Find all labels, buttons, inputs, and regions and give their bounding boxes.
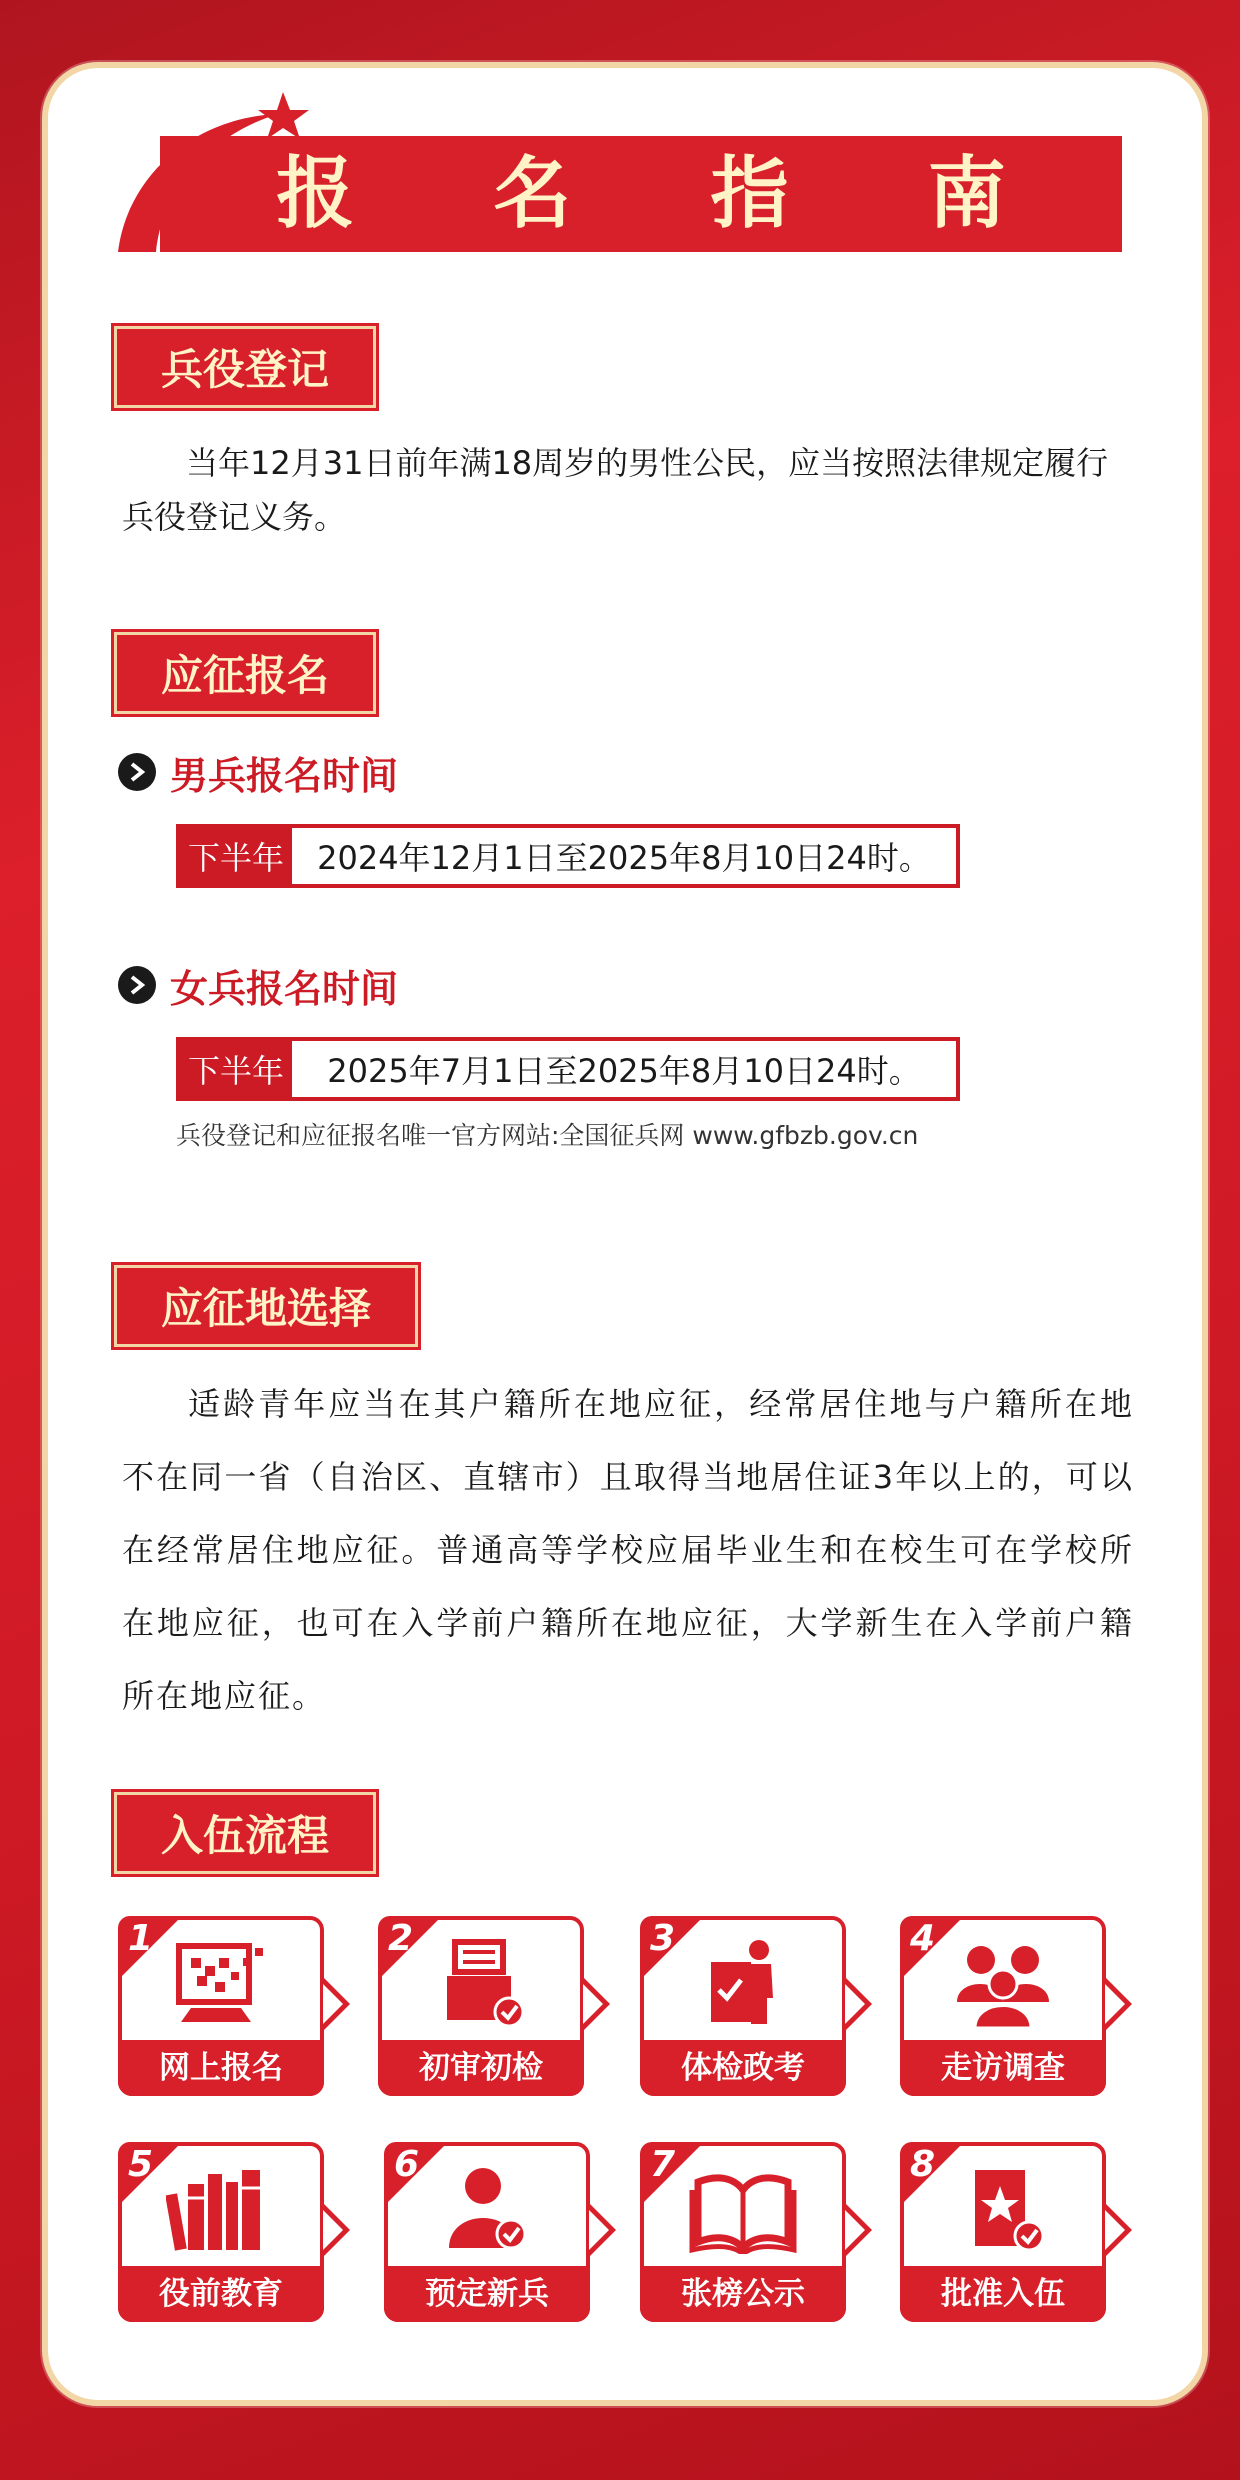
female-heading-text: 女兵报名时间 (170, 966, 399, 1011)
arrow-inner (1105, 2210, 1125, 2250)
step-label: 张榜公示 (640, 2266, 846, 2322)
step-label: 初审初检 (378, 2040, 584, 2096)
step-number: 1 (128, 1918, 154, 1959)
arrow-inner (583, 1984, 603, 2024)
section-label-location: 应征地选择 (114, 1265, 418, 1347)
process-step-2 (378, 1916, 584, 2096)
male-time-tag: 下半年 (180, 828, 292, 884)
female-time-tag: 下半年 (180, 1041, 292, 1097)
female-time-value: 2025年7月1日至2025年8月10日24时。 (327, 1052, 921, 1090)
official-site-note: 兵役登记和应征报名唯一官方网站:全国征兵网 www.gfbzb.gov.cn (176, 1121, 919, 1150)
process-step-8 (900, 2142, 1106, 2322)
open-book-icon (688, 2164, 798, 2258)
document-check-icon (431, 1938, 531, 2032)
location-text: 适龄青年应当在其户籍所在地应征，经常居住地与户籍所在地不在同一省（自治区、直辖市）且取得当地居住证3年以上的，可以在经常居住地应征。普通高等学校应届毕业生和在校生可在学校所在地应征，也可在入学前户籍所在地应征，大学新生在入学前户籍所在地应征。 (122, 1385, 1134, 1715)
step-number: 4 (910, 1918, 936, 1959)
step-number: 8 (910, 2144, 936, 2185)
male-heading-text: 男兵报名时间 (170, 753, 399, 798)
step-label: 役前教育 (118, 2266, 324, 2322)
process-step-3 (640, 1916, 846, 2096)
arrow-inner (1105, 1984, 1125, 2024)
arrow-inner (589, 2210, 609, 2250)
step-number: 7 (650, 2144, 676, 2185)
arrow-inner (323, 1984, 343, 2024)
page-title: 报 名 指 南 (160, 136, 1122, 252)
step-label: 批准入伍 (900, 2266, 1106, 2322)
process-step-1 (118, 1916, 324, 2096)
step-label: 体检政考 (640, 2040, 846, 2096)
section-label-enlist: 应征报名 (114, 632, 376, 714)
arrow-inner (845, 2210, 865, 2250)
female-time-box (176, 1037, 960, 1101)
books-icon (166, 2164, 276, 2258)
section-label-process: 入伍流程 (114, 1792, 376, 1874)
male-enlist-heading (118, 750, 399, 798)
section-label-registration: 兵役登记 (114, 326, 376, 408)
registration-text: 当年12月31日前年满18周岁的男性公民，应当按照法律规定履行兵役登记义务。 (122, 444, 1109, 536)
step-number: 2 (388, 1918, 414, 1959)
process-step-7 (640, 2142, 846, 2322)
male-time-box (176, 824, 960, 888)
male-time-value: 2024年12月1日至2025年8月10日24时。 (317, 839, 931, 877)
step-label: 走访调查 (900, 2040, 1106, 2096)
star-certificate-icon (953, 2164, 1053, 2258)
process-step-5 (118, 2142, 324, 2322)
step-label: 网上报名 (118, 2040, 324, 2096)
medical-check-icon (693, 1938, 793, 2032)
chevron-right-icon (118, 753, 156, 791)
arrow-inner (845, 1984, 865, 2024)
chevron-right-icon (118, 966, 156, 1004)
process-step-6 (384, 2142, 590, 2322)
people-group-icon (953, 1938, 1053, 2032)
step-label: 预定新兵 (384, 2266, 590, 2322)
step-number: 5 (128, 2144, 154, 2185)
computer-icon (171, 1938, 271, 2032)
arrow-inner (323, 2210, 343, 2250)
step-number: 6 (394, 2144, 420, 2185)
female-enlist-heading (118, 963, 399, 1011)
step-number: 3 (650, 1918, 676, 1959)
process-step-4 (900, 1916, 1106, 2096)
person-check-icon (437, 2164, 537, 2258)
